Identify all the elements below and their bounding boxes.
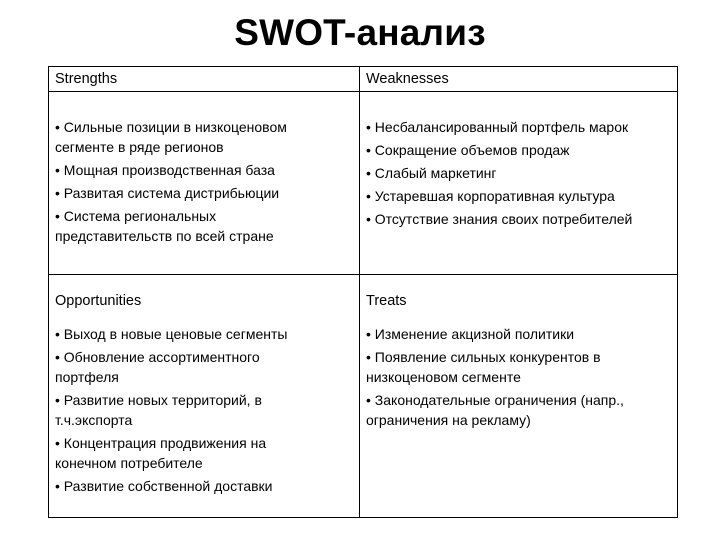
- list-item: • Изменение акцизной политики: [366, 326, 575, 342]
- swot-table: [48, 66, 678, 518]
- threats-list: [360, 315, 677, 517]
- strengths-list: [49, 92, 360, 275]
- list-item: • Мощная производственная база: [55, 162, 275, 178]
- list-item: • Законодательные ограничения (напр., ограничения на рекламу): [366, 392, 624, 428]
- opportunities-heading: Opportunities: [49, 275, 360, 315]
- list-item: • Несбалансированный портфель марок: [366, 119, 629, 135]
- list-item: • Обновление ассортиментного портфеля: [55, 349, 260, 385]
- list-item: • Отсутствие знания своих потребителей: [366, 211, 633, 227]
- list-item: • Слабый маркетинг: [366, 165, 497, 181]
- list-item: • Развитие собственной доставки: [55, 478, 273, 494]
- weaknesses-heading: Weaknesses: [360, 67, 677, 92]
- list-item: • Развитие новых территорий, в т.ч.экспорта: [55, 392, 262, 428]
- list-item: • Выход в новые ценовые сегменты: [55, 326, 288, 342]
- weaknesses-list: [360, 92, 677, 275]
- strengths-heading: Strengths: [49, 67, 360, 92]
- list-item: • Сильные позиции в низкоценовом сегменте в ряде регионов: [55, 119, 287, 155]
- list-item: • Появление сильных конкурентов в низкоценовом сегменте: [366, 349, 601, 385]
- page-title: SWOT-анализ: [234, 12, 486, 53]
- list-item: • Развитая система дистрибьюции: [55, 185, 280, 201]
- list-item: • Сокращение объемов продаж: [366, 142, 570, 158]
- list-item: • Система региональных представительств по всей стране: [55, 208, 274, 244]
- opportunities-list: [49, 315, 360, 517]
- threats-heading: Treats: [366, 293, 407, 309]
- list-item: • Устаревшая корпоративная культура: [366, 188, 615, 204]
- list-item: • Концентрация продвижения на конечном потребителе: [55, 435, 267, 471]
